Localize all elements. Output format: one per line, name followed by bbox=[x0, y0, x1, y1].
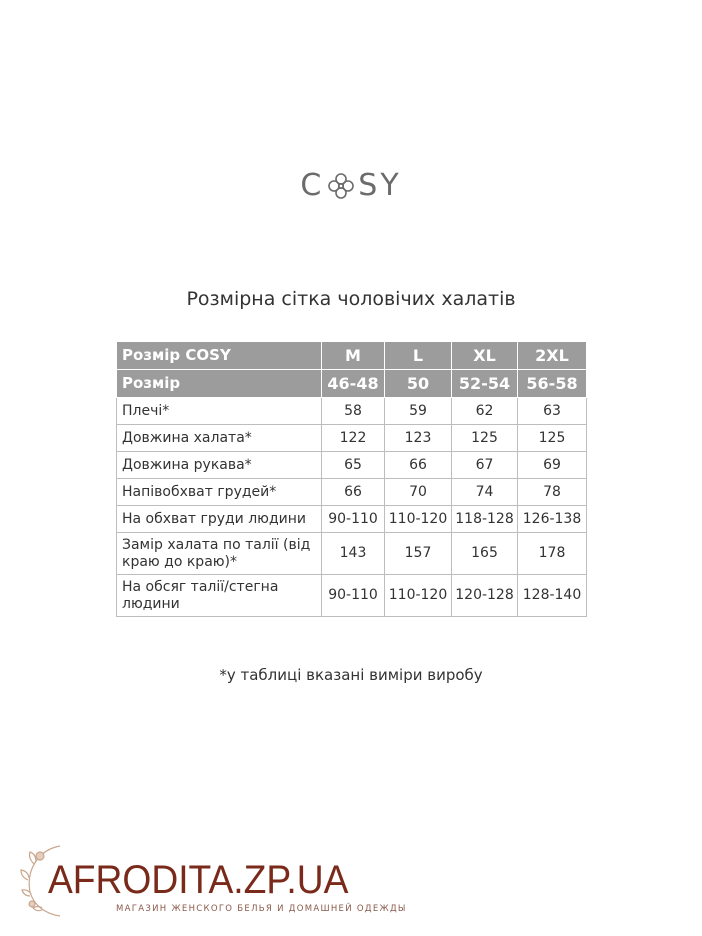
table-cell: 74 bbox=[452, 479, 518, 506]
header-cell: 50 bbox=[385, 370, 452, 398]
size-table bbox=[116, 341, 587, 617]
table-cell: 67 bbox=[452, 452, 518, 479]
footnote: *у таблиці вказані виміри виробу bbox=[219, 666, 483, 684]
cosy-logo bbox=[0, 168, 702, 203]
header-cell: L bbox=[385, 342, 452, 370]
table-cell: 126-138 bbox=[518, 506, 587, 533]
table-cell: 66 bbox=[322, 479, 385, 506]
table-cell: 90-110 bbox=[322, 575, 385, 617]
table-cell: 125 bbox=[452, 425, 518, 452]
table-row bbox=[117, 506, 587, 533]
watermark-tagline: МАГАЗИН ЖЕНСКОГО БЕЛЬЯ И ДОМАШНЕЙ ОДЕЖДЫ bbox=[116, 904, 407, 914]
table-cell: 123 bbox=[385, 425, 452, 452]
table-cell: 63 bbox=[518, 398, 587, 425]
header-row-size bbox=[117, 370, 587, 398]
table-cell: 178 bbox=[518, 533, 587, 575]
header-cell: 46-48 bbox=[322, 370, 385, 398]
row-label: Плечі* bbox=[117, 398, 322, 425]
table-cell: 90-110 bbox=[322, 506, 385, 533]
table-cell: 165 bbox=[452, 533, 518, 575]
table-row bbox=[117, 479, 587, 506]
logo-text-right: SY bbox=[358, 168, 402, 203]
header-label: Розмір COSY bbox=[117, 342, 322, 370]
table-cell: 70 bbox=[385, 479, 452, 506]
table-cell: 62 bbox=[452, 398, 518, 425]
header-cell: 56-58 bbox=[518, 370, 587, 398]
table-row bbox=[117, 452, 587, 479]
logo-text-left: C bbox=[300, 168, 325, 203]
table-cell: 157 bbox=[385, 533, 452, 575]
row-label: Довжина халата* bbox=[117, 425, 322, 452]
watermark bbox=[20, 840, 407, 920]
header-cell: 52-54 bbox=[452, 370, 518, 398]
header-cell: XL bbox=[452, 342, 518, 370]
table-cell: 69 bbox=[518, 452, 587, 479]
table-row bbox=[117, 533, 587, 575]
header-cell: M bbox=[322, 342, 385, 370]
row-label: Довжина рукава* bbox=[117, 452, 322, 479]
table-row bbox=[117, 575, 587, 617]
flower-icon bbox=[326, 171, 356, 201]
table-cell: 128-140 bbox=[518, 575, 587, 617]
table-cell: 58 bbox=[322, 398, 385, 425]
table-cell: 66 bbox=[385, 452, 452, 479]
header-cell: 2XL bbox=[518, 342, 587, 370]
table-cell: 143 bbox=[322, 533, 385, 575]
table-row bbox=[117, 398, 587, 425]
watermark-brand: AFRODITA.ZP.UA bbox=[48, 858, 349, 902]
table-cell: 78 bbox=[518, 479, 587, 506]
row-label: На обсяг талії/стегна людини bbox=[117, 575, 322, 617]
header-row-cosy-size bbox=[117, 342, 587, 370]
table-cell: 59 bbox=[385, 398, 452, 425]
table-cell: 65 bbox=[322, 452, 385, 479]
row-label: Замір халата по талії (від краю до краю)* bbox=[117, 533, 322, 575]
header-label: Розмір bbox=[117, 370, 322, 398]
table-cell: 125 bbox=[518, 425, 587, 452]
table-cell: 122 bbox=[322, 425, 385, 452]
table-cell: 110-120 bbox=[385, 506, 452, 533]
table-row bbox=[117, 425, 587, 452]
row-label: На обхват груди людини bbox=[117, 506, 322, 533]
page-title: Розмірна сітка чоловічих халатів bbox=[186, 288, 516, 310]
table-cell: 110-120 bbox=[385, 575, 452, 617]
table-cell: 120-128 bbox=[452, 575, 518, 617]
table-cell: 118-128 bbox=[452, 506, 518, 533]
row-label: Напівобхват грудей* bbox=[117, 479, 322, 506]
